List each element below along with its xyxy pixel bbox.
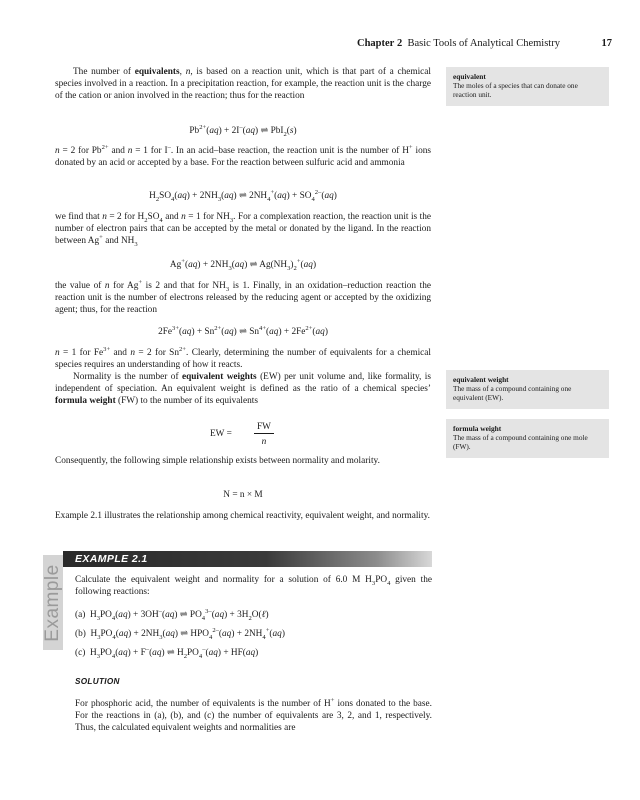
- example-reaction-c: (c) $H_3PO_4(aq) + F^-(aq)$ ⇌ $H_2PO_4^-(aq) + HF(aq)$: [75, 645, 259, 660]
- sidebar-definition: The mass of a compound containing one mole (FW).: [453, 433, 588, 452]
- solution-text: For phosphoric acid, the number of equivalents is the number of H+ ions donated to the base. For the reactions in (a), (b), and (c) the number of equivalents are 3, 2, and 1, respectively. Thus, the calculated equivalent weights and normalities are: [75, 696, 432, 734]
- equation-precipitation: $Pb^{2+}(aq) + 2I^-(aq)$ ⇌ PbI$_2$(s): [189, 123, 297, 138]
- example-reaction-a: (a) $H_3PO_4(aq) + 3OH^-(aq)$ ⇌ $PO_4^{3-}(aq)$ + $3H_2O(\ell)$: [75, 607, 269, 622]
- paragraph-complexation: we find that n = 2 for $H_2SO_4$ and n = 1 for $NH_3$. For a complexation reaction, the reaction unit is the number of electron pairs that can be accepted by the metal or donated by the ligand. In the reaction between Ag+ and $NH_3$: [55, 212, 432, 249]
- term-equivalent-weights: equivalent weights: [181, 372, 257, 382]
- example-side-label: Example: [42, 564, 63, 642]
- sidebar-term: equivalent: [453, 72, 486, 81]
- chapter-title: Basic Tools of Analytical Chemistry: [407, 38, 560, 49]
- fraction-denominator: n: [261, 437, 267, 447]
- paragraph-normality: Normality is the number of equivalent weights (EW) per unit volume and, like formality, is independent of speciation. An equivalent weight is defined as the ratio of a chemical species’ formula weight (FW) to the number of its equivalents: [55, 372, 431, 407]
- example-prompt: Calculate the equivalent weight and normality for a solution of 6.0 M $H_3PO_4$ given the following reactions:: [75, 575, 432, 598]
- paragraph-equivalents: The number of equivalents, n, is based on a reaction unit, which is that part of a chemical species involved in a reaction. In a precipitation reaction, for example, the reaction unit is the charge of the cation or anion involved in the reaction; thus for the reaction: [55, 67, 432, 102]
- equation-iron-tin: $2Fe^{3+}(aq) + Sn^{2+}(aq)$ ⇌ $Sn^{4+}(aq) + 2Fe^{2+}(aq)$: [158, 324, 328, 337]
- chapter-label: Chapter: [357, 38, 395, 49]
- page-number: 17: [601, 38, 612, 49]
- equation-silver-ammonia: $Ag^+(aq) + 2NH_3(aq)$ ⇌ $Ag(NH_3)_2^+(aq)$: [169, 257, 317, 272]
- running-header: [357, 38, 612, 54]
- reaction-label: (c): [75, 648, 86, 658]
- paragraph-example-intro: Example 2.1 illustrates the relationship among chemical reactivity, equivalent weight, and normality.: [55, 511, 430, 521]
- sidebar-definition-formula-weight: [446, 419, 609, 458]
- paragraph-acid-base: n = 2 for $Pb^{2+}$ and n = 1 for I–. In an acid–base reaction, the reaction unit is the number of H+ ions donated by an acid or accepted by a base. For the reaction between sulfuric acid and ammonia: [55, 143, 431, 169]
- reaction-label: (b): [75, 629, 86, 639]
- example-title: EXAMPLE 2.1: [75, 553, 148, 565]
- fraction-numerator: FW: [254, 422, 274, 434]
- reaction-label: (a): [75, 610, 86, 620]
- example-reaction-b: (b) $H_3PO_4(aq) + 2NH_3(aq)$ ⇌ $HPO_4^{2-}(aq) + 2NH_4^+(aq)$: [75, 626, 285, 641]
- equation-lhs: EW =: [210, 429, 232, 439]
- example-title-bar: [63, 551, 432, 567]
- paragraph-iron-tin: n = 1 for $Fe^{3+}$ and n = 2 for $Sn^{2+}$. Clearly, determining the number of equivalents for a chemical species requires an understanding of how it reacts.: [55, 345, 431, 371]
- chapter-number: 2: [396, 38, 403, 49]
- sidebar-term: equivalent weight: [453, 375, 509, 384]
- paragraph-relationship: Consequently, the following simple relationship exists between normality and molarity.: [55, 456, 380, 466]
- equation-sulfuric-ammonia: $H_2SO_4(aq) + 2NH_3(aq)$ ⇌ $2NH_4^+(aq) + SO_4^{2-}(aq)$: [149, 188, 337, 203]
- paragraph-redox: the value of n for Ag+ is 2 and that for $NH_3$ is 1. Finally, in an oxidation–reduction reaction the reaction unit is the number of electrons released by the reducing agent or accepted by the oxidizing agent; thus, for the reaction: [55, 278, 431, 316]
- equation-normality-molarity: N = n × M: [223, 490, 263, 500]
- term-equivalents: equivalents: [134, 67, 180, 77]
- term-formula-weight: formula weight: [55, 396, 116, 407]
- sidebar-definition-equivalent: [446, 67, 609, 106]
- example-side-tab: [43, 555, 63, 650]
- sidebar-term: formula weight: [453, 424, 502, 433]
- sidebar-definition: The mass of a compound containing one equivalent (EW).: [453, 384, 572, 403]
- sidebar-definition: The moles of a species that can donate one reaction unit.: [453, 81, 578, 100]
- solution-heading: SOLUTION: [75, 677, 120, 686]
- sidebar-definition-equivalent-weight: [446, 370, 609, 409]
